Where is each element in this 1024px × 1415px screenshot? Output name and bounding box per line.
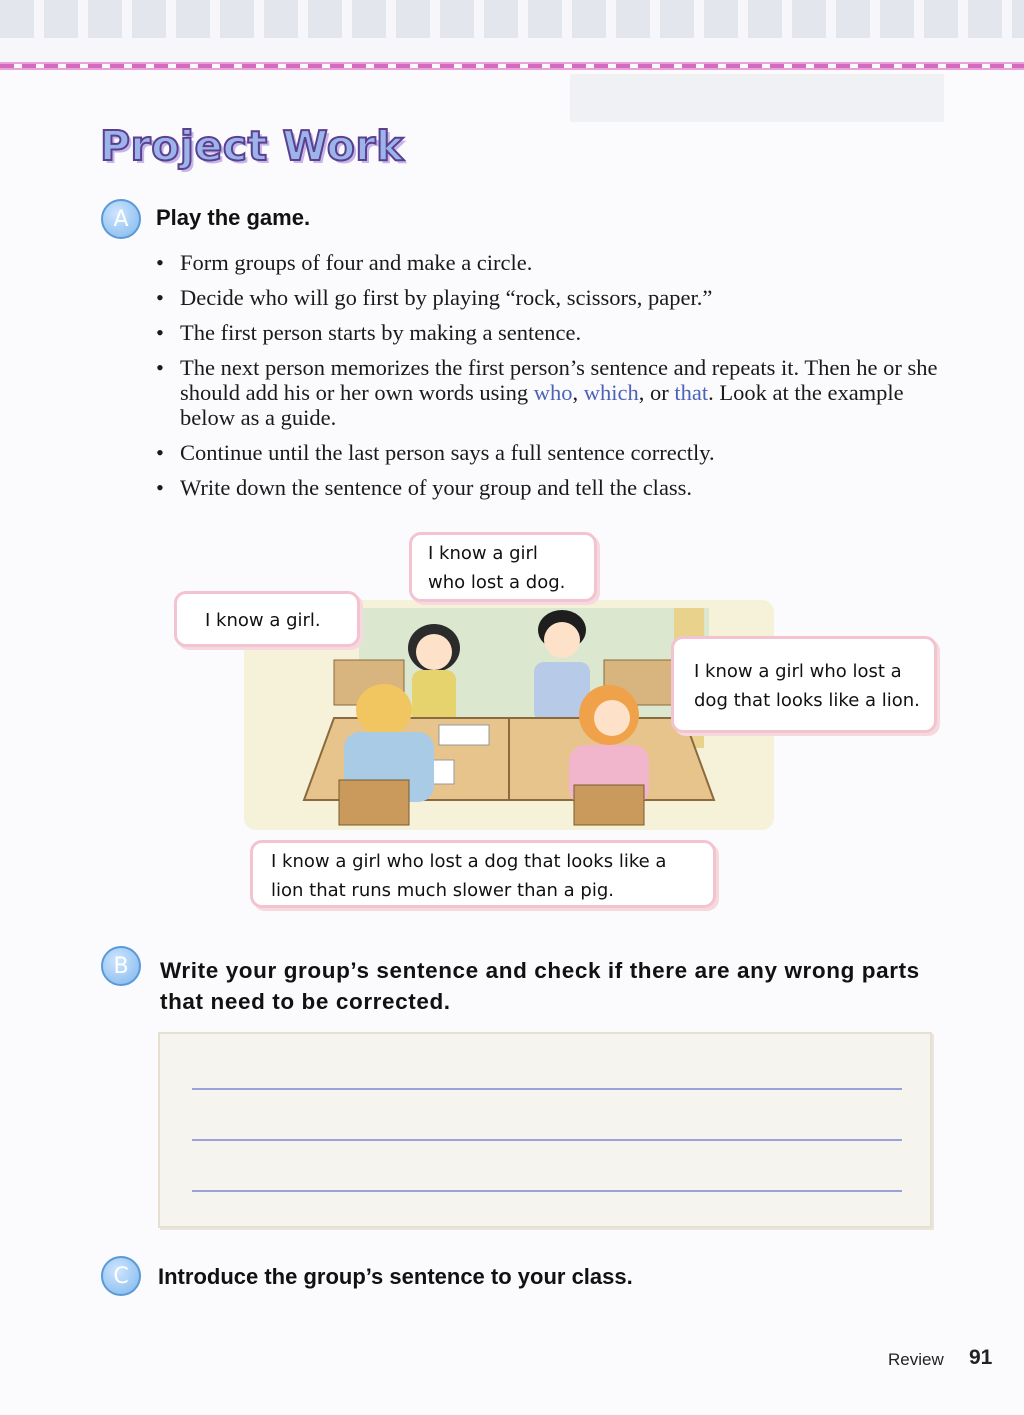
- list-item: • Decide who will go first by playing “rock, scissors, paper.”: [156, 285, 946, 310]
- list-item: • Form groups of four and make a circle.: [156, 250, 946, 275]
- writing-area: [158, 1032, 932, 1228]
- chair: [574, 785, 644, 825]
- section-c-heading: Introduce the group’s sentence to your class.: [158, 1264, 633, 1289]
- page-title: Project Work: [100, 122, 404, 170]
- speech-bubble-1: I know a girl.: [174, 591, 360, 647]
- list-item: • The first person starts by making a sentence.: [156, 320, 946, 345]
- section-c-marker: C: [101, 1256, 141, 1296]
- section-b-marker: B: [101, 946, 141, 986]
- keyword-who: who: [533, 380, 573, 405]
- dashed-divider: [0, 62, 1024, 70]
- writing-line[interactable]: [192, 1139, 902, 1141]
- footer-section-label: Review: [888, 1350, 944, 1369]
- section-b-heading: Write your group’s sentence and check if there are any wrong parts that need to be corrected.: [160, 958, 920, 1014]
- boy-face: [544, 622, 580, 658]
- girl-sweater: [412, 670, 456, 725]
- separator: , or: [638, 380, 675, 405]
- list-item: • Continue until the last person says a full sentence correctly.: [156, 440, 946, 465]
- notebook: [439, 725, 489, 745]
- speech-bubble-3: I know a girl who lost a dog that looks like a lion.: [671, 636, 937, 733]
- keyword-that: that: [674, 380, 709, 405]
- bullet-text: The next person memorizes the first person’s sentence and repeats it. Then he or she should add his or her own words using: [180, 355, 938, 405]
- speech-bubble-4: I know a girl who lost a dog that looks like a lion that runs much slower than a pig.: [250, 840, 716, 908]
- girl-face: [416, 634, 452, 670]
- list-item: [156, 355, 946, 430]
- chair: [339, 780, 409, 825]
- red-girl-face: [594, 700, 630, 736]
- instruction-list: [156, 250, 946, 510]
- page-number: 91: [969, 1346, 993, 1369]
- writing-line[interactable]: [192, 1088, 902, 1090]
- writing-line[interactable]: [192, 1190, 902, 1192]
- bleed-through-banner: [570, 74, 944, 122]
- top-decorative-strip: [0, 0, 1024, 38]
- section-a-marker: A: [101, 199, 141, 239]
- separator: ,: [572, 380, 584, 405]
- top-band: [0, 38, 1024, 62]
- bullet-text: . Look at the example below as a guide.: [180, 380, 904, 430]
- section-a-heading: Play the game.: [156, 205, 311, 230]
- list-item: • Write down the sentence of your group and tell the class.: [156, 475, 946, 500]
- keyword-which: which: [583, 380, 639, 405]
- speech-bubble-2: I know a girl who lost a dog.: [409, 532, 597, 602]
- blond-boy-hair: [356, 684, 412, 736]
